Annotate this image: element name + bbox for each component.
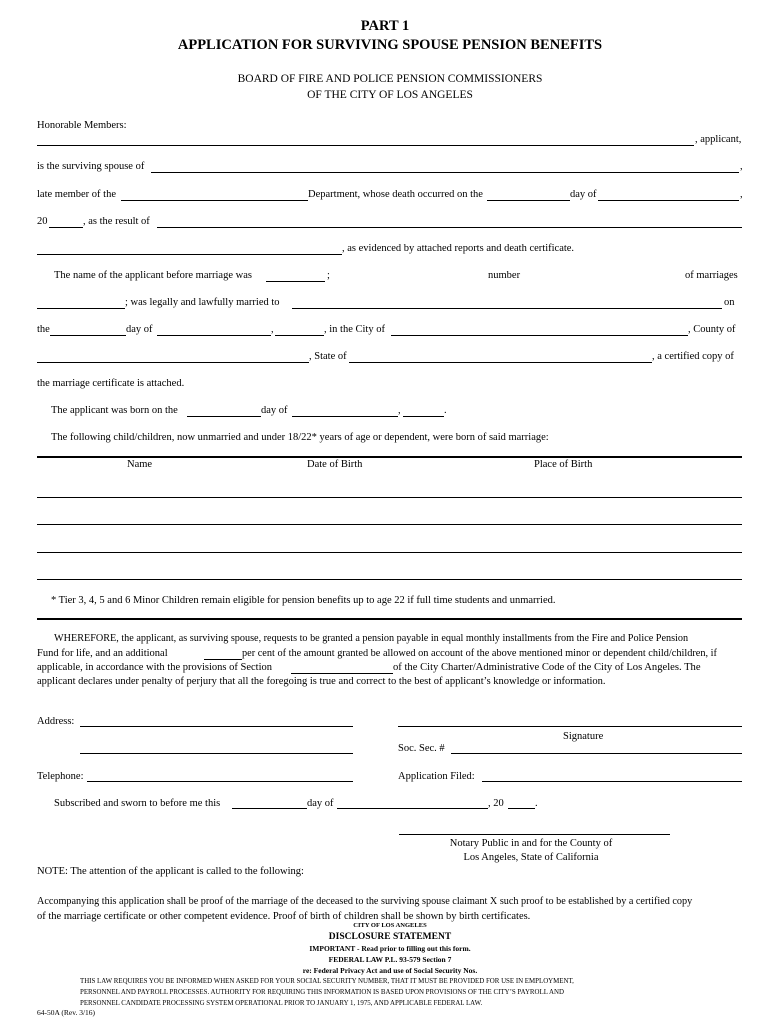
the-label: the [37, 324, 50, 335]
sworn-year-field[interactable] [508, 808, 535, 809]
surviving-spouse-label: is the surviving spouse of [37, 161, 145, 172]
birth-day-field[interactable] [187, 416, 261, 417]
county-of-label: , County of [688, 324, 736, 335]
signature-label: Signature [563, 731, 604, 742]
sworn-year-prefix: , 20 [488, 798, 504, 809]
accompanying-line1: Accompanying this application shall be proof of the marriage of the deceased to the surviving spouse claimant X such proof to be established by a certified copy [37, 896, 693, 907]
address-field-2[interactable] [80, 753, 353, 754]
child-row-4[interactable] [37, 579, 742, 580]
tier-note: * Tier 3, 4, 5 and 6 Minor Children remain eligible for pension benefits up to age 22 if full time students and unmarried. [51, 595, 556, 606]
wherefore-line3a: applicable, in accordance with the provisions of Section [37, 662, 273, 673]
children-intro: The following child/children, now unmarried and under 18/22* years of age or dependent, were born of said marriage: [51, 432, 549, 443]
period-2: . [535, 798, 538, 809]
evidenced-by-label: , as evidenced by attached reports and death certificate. [342, 243, 575, 254]
on-label: on [724, 297, 735, 308]
additional-percent-field[interactable] [204, 659, 242, 660]
death-day-of-label: day of [570, 189, 597, 200]
applicant-name-field[interactable] [37, 145, 694, 146]
period-1: . [444, 405, 447, 416]
wherefore-line1: WHEREFORE, the applicant, as surviving spouse, requests to be granted a pension payable in equal monthly installments from the Fire and Police Pension [54, 633, 689, 644]
address-field-1[interactable] [80, 726, 353, 727]
sworn-day-field[interactable] [232, 808, 307, 809]
disclosure-body-2: PERSONNEL AND PAYROLL PROCESSES. AUTHORITY FOR REQUIRING THIS INFORMATION IS BASED UPON PROVISIONS OF THE CITY’S PAYROLL AND [80, 989, 564, 996]
sworn-day-of-label: day of [307, 798, 334, 809]
city-of-label: , in the City of [324, 324, 385, 335]
section-number-field[interactable] [291, 673, 393, 674]
department-death-label: Department, whose death occurred on the [308, 189, 483, 200]
certified-copy-label: , a certified copy of [652, 351, 734, 362]
death-month-field[interactable] [598, 200, 739, 201]
applicant-label: , applicant, [695, 134, 742, 145]
result-of-label: , as the result of [83, 216, 150, 227]
notary-line1: Notary Public in and for the County of [449, 838, 613, 849]
wherefore-line2b: per cent of the amount granted be allowed on account of the above mentioned minor or dependent child/children, if [242, 648, 717, 659]
signature-line[interactable] [398, 726, 742, 727]
deceased-member-name-field[interactable] [151, 172, 739, 173]
year-prefix: 20 [37, 216, 48, 227]
notary-line2: Los Angeles, State of California [463, 852, 599, 863]
wherefore-line4: applicant declares under penalty of perjury that all the foregoing is true and correct to the best of applicant’s knowledge or information. [37, 676, 606, 687]
death-year-field[interactable] [49, 227, 83, 228]
comma-1: , [740, 161, 743, 172]
disclosure-federal-law: FEDERAL LAW P.L. 93-579 Section 7 [328, 955, 452, 964]
wherefore-line3b: of the City Charter/Administrative Code of the City of Los Angeles. The [393, 662, 701, 673]
comma-2: , [740, 189, 743, 200]
disclosure-re: re: Federal Privacy Act and use of Social Security Nos. [302, 966, 478, 975]
note-label: NOTE: The attention of the applicant is called to the following: [37, 866, 304, 877]
number-label: number [488, 270, 521, 281]
sworn-month-field[interactable] [337, 808, 488, 809]
child-row-3[interactable] [37, 552, 742, 553]
children-table-top-rule [37, 456, 742, 458]
marriage-county-field[interactable] [37, 362, 309, 363]
married-to-field[interactable] [292, 308, 722, 309]
birth-year-field[interactable] [403, 416, 444, 417]
child-row-1[interactable] [37, 497, 742, 498]
maiden-name-label: The name of the applicant before marriage was [54, 270, 252, 281]
marriage-day-field[interactable] [50, 335, 126, 336]
child-row-2[interactable] [37, 524, 742, 525]
marriage-day-of-label: day of [126, 324, 153, 335]
children-header-place: Place of Birth [534, 459, 593, 470]
semicolon: ; [327, 270, 330, 281]
disclosure-city: CITY OF LOS ANGELES [353, 922, 427, 929]
telephone-field[interactable] [87, 781, 353, 782]
soc-sec-label: Soc. Sec. # [398, 743, 445, 754]
children-header-name: Name [127, 459, 153, 470]
accompanying-line2: of the marriage certificate or other competent evidence. Proof of birth of children shall be shown by birth certificates. [37, 911, 531, 922]
marriage-month-field[interactable] [157, 335, 271, 336]
late-member-label: late member of the [37, 189, 117, 200]
disclosure-important: IMPORTANT - Read prior to filling out this form. [309, 944, 471, 953]
application-filed-field[interactable] [482, 781, 742, 782]
wherefore-line2a: Fund for life, and an additional [37, 648, 168, 659]
marriage-year-field[interactable] [275, 335, 324, 336]
comma-4: , [398, 405, 401, 416]
disclosure-body-3: PERSONNEL CANDIDATE PROCESSING SYSTEM OPERATIONAL PRIOR TO JANUARY 1, 1975, AND APPLICABLE FEDERAL LAW. [80, 1000, 483, 1007]
department-field[interactable] [121, 200, 308, 201]
maiden-name-field[interactable] [266, 281, 325, 282]
part-heading: PART 1 [360, 18, 410, 34]
children-header-dob: Date of Birth [307, 459, 363, 470]
cause-of-death-field[interactable] [157, 227, 742, 228]
of-marriages-label: of marriages [685, 270, 738, 281]
cause-of-death-field-2[interactable] [37, 254, 342, 255]
disclosure-title: DISCLOSURE STATEMENT [328, 932, 452, 942]
form-number: 64-50A (Rev. 3/16) [37, 1008, 96, 1017]
board-name-line2: OF THE CITY OF LOS ANGELES [307, 89, 473, 101]
number-of-marriages-field[interactable] [37, 308, 125, 309]
marriage-state-field[interactable] [349, 362, 652, 363]
born-on-label: The applicant was born on the [51, 405, 178, 416]
tier-note-rule [37, 618, 742, 620]
soc-sec-field[interactable] [451, 753, 742, 754]
application-filed-label: Application Filed: [398, 771, 475, 782]
married-to-label: ; was legally and lawfully married to [125, 297, 280, 308]
address-label: Address: [37, 716, 75, 727]
comma-3: , [271, 324, 274, 335]
death-day-field[interactable] [487, 200, 570, 201]
board-name-line1: BOARD OF FIRE AND POLICE PENSION COMMISSIONERS [237, 73, 543, 85]
birth-month-field[interactable] [292, 416, 398, 417]
certificate-attached-label: the marriage certificate is attached. [37, 378, 185, 389]
salutation: Honorable Members: [37, 120, 127, 131]
telephone-label: Telephone: [37, 771, 84, 782]
subscribed-sworn-label: Subscribed and sworn to before me this [54, 798, 221, 809]
state-of-label: , State of [309, 351, 347, 362]
notary-signature-line[interactable] [399, 834, 670, 835]
disclosure-body-1: THIS LAW REQUIRES YOU BE INFORMED WHEN ASKED FOR YOUR SOCIAL SECURITY NUMBER, THAT IT MUST BE PROVIDED FOR USE IN EMPLOYMENT, [80, 978, 574, 985]
birth-day-of-label: day of [261, 405, 288, 416]
form-title: APPLICATION FOR SURVIVING SPOUSE PENSION BENEFITS [177, 37, 603, 53]
marriage-city-field[interactable] [391, 335, 688, 336]
